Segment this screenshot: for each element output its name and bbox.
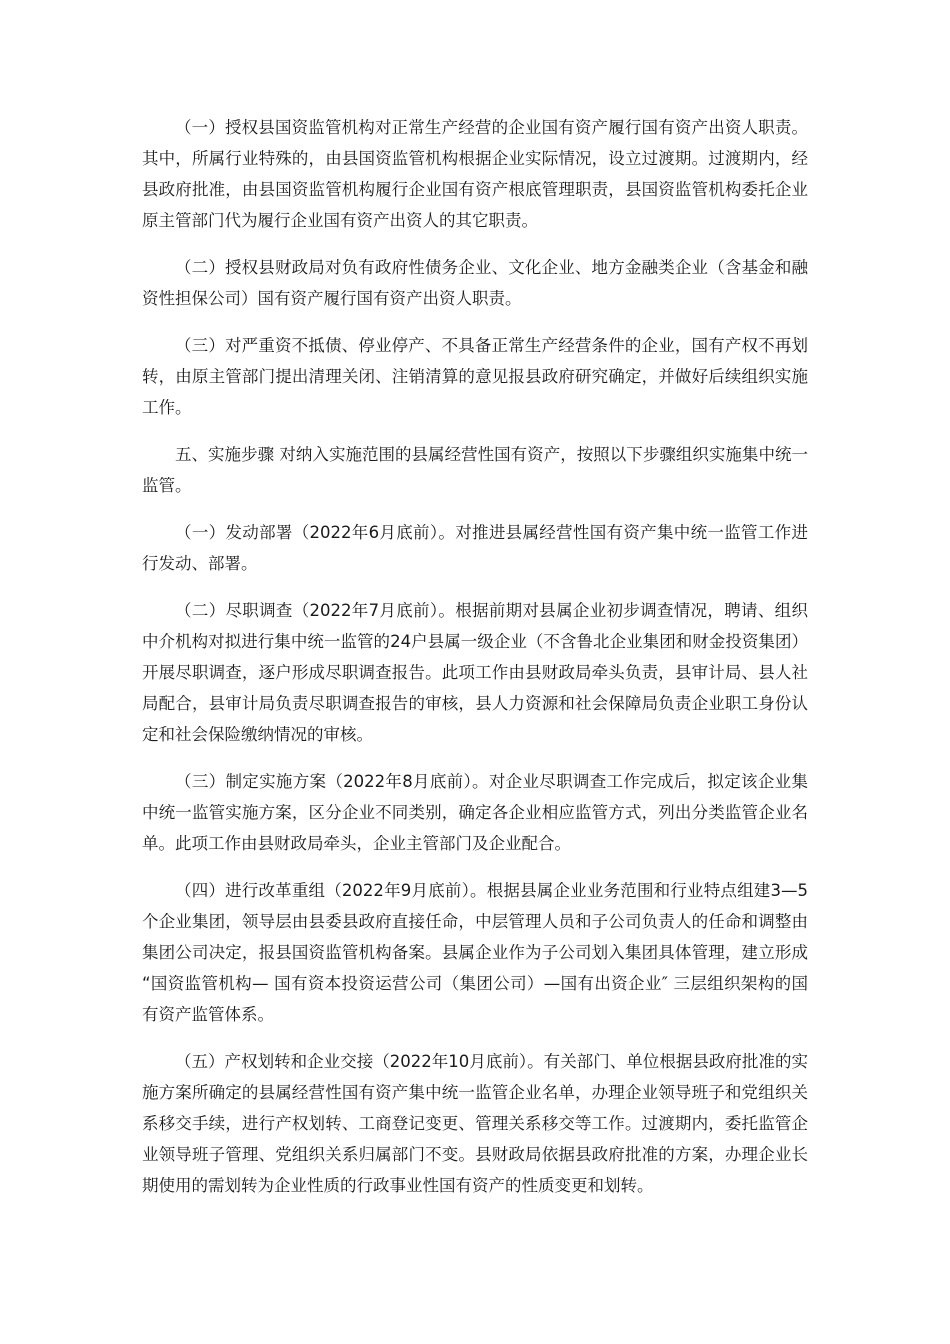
paragraph-authorize-finance-bureau: （二）授权县财政局对负有政府性债务企业、文化企业、地方金融类企业（含基金和融资性担保公司）国有资产履行国有资产出资人职责。 xyxy=(142,258,808,308)
paragraph-step-transfer-handover: （五）产权划转和企业交接（2022年10月底前）。有关部门、单位根据县政府批准的实施方案所确定的县属经营性国有资产集中统一监管企业名单，办理企业领导班子和党组织关系移交手续，进行产权划转、工商登记变更、管理关系移交等工作。过渡期内，委托监管企业领导班子管理、党组织关系归属部门不变。县财政局依据县政府批准的方案，办理企业长期使用的需划转为企业性质的行政事业性国有资产的性质变更和划转。 xyxy=(142,1052,808,1195)
section-heading-implementation-steps: 五、实施步骤 对纳入实施范围的县属经营性国有资产，按照以下步骤组织实施集中统一监管。 xyxy=(142,445,808,495)
document-body xyxy=(142,112,808,1217)
paragraph-step-restructuring: （四）进行改革重组（2022年9月底前）。根据县属企业业务范围和行业特点组建3—5个企业集团，领导层由县委县政府直接任命，中层管理人员和子公司负责人的任命和调整由集团公司决定，报县国资监管机构备案。县属企业作为子公司划入集团具体管理，建立形成“国资监管机构— 国有资本投资运营公司（集团公司）—国有出资企业″ 三层组织架构的国有资产监管体系。 xyxy=(142,881,808,1024)
paragraph-step-due-diligence: （二）尽职调查（2022年7月底前）。根据前期对县属企业初步调查情况，聘请、组织中介机构对拟进行集中统一监管的24户县属一级企业（不含鲁北企业集团和财金投资集团）开展尽职调查，逐户形成尽职调查报告。此项工作由县财政局牵头负责，县审计局、县人社局配合，县审计局负责尽职调查报告的审核，县人力资源和社会保障局负责企业职工身份认定和社会保险缴纳情况的审核。 xyxy=(142,601,808,744)
paragraph-authorize-sasac: （一）授权县国资监管机构对正常生产经营的企业国有资产履行国有资产出资人职责。其中，所属行业特殊的，由县国资监管机构根据企业实际情况，设立过渡期。过渡期内，经县政府批准，由县国资监管机构履行企业国有资产根底管理职责，县国资监管机构委托企业原主管部门代为履行企业国有资产出资人的其它职责。 xyxy=(142,118,808,230)
paragraph-step-implementation-plan: （三）制定实施方案（2022年8月底前）。对企业尽职调查工作完成后，拟定该企业集中统一监管实施方案，区分企业不同类别，确定各企业相应监管方式，列出分类监管企业名单。此项工作由县财政局牵头，企业主管部门及企业配合。 xyxy=(142,772,808,853)
paragraph-step-mobilization: （一）发动部署（2022年6月底前）。对推进县属经营性国有资产集中统一监管工作进行发动、部署。 xyxy=(142,523,808,573)
paragraph-insolvent-enterprises: （三）对严重资不抵债、停业停产、不具备正常生产经营条件的企业，国有产权不再划转，由原主管部门提出清理关闭、注销清算的意见报县政府研究确定，并做好后续组织实施工作。 xyxy=(142,336,808,417)
